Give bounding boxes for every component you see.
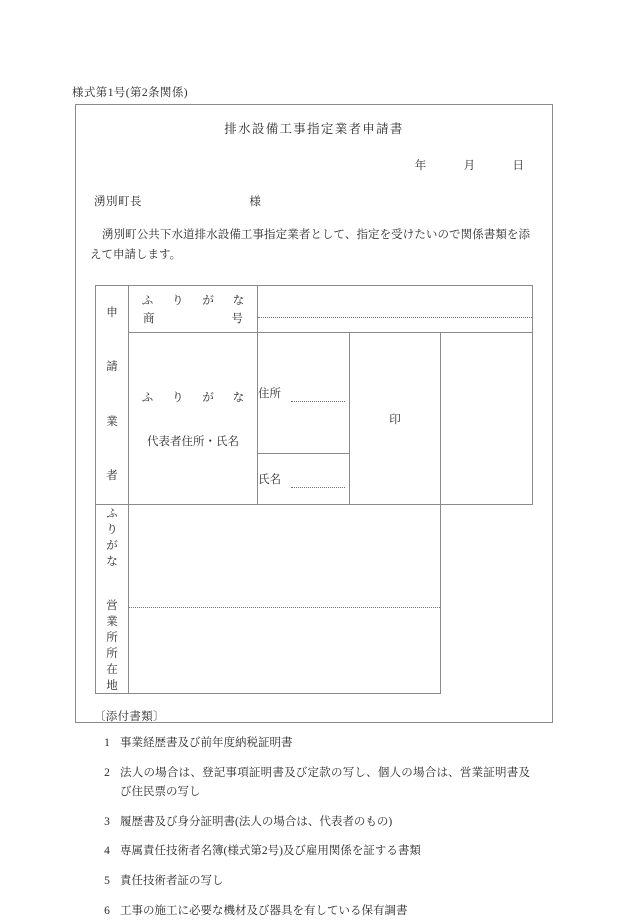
- applicant-information-table: [95, 285, 533, 694]
- attachments-heading: 〔添付書類〕: [94, 711, 165, 724]
- table-row-office-location: [96, 505, 533, 694]
- furigana-label-representative: ふ り が な: [141, 391, 253, 404]
- office-location-write-line: [129, 594, 440, 608]
- attachments-list: [94, 734, 530, 921]
- trade-name-label: [129, 310, 257, 326]
- table-row-representative-address: [96, 333, 533, 454]
- vertical-char-4: 者: [106, 470, 118, 483]
- label-spacer: [129, 405, 257, 431]
- addressee-honorific: 様: [249, 196, 262, 208]
- name-write-line: [291, 475, 345, 488]
- trade-name-label-part-2: 号: [231, 313, 243, 326]
- list-item: [94, 842, 530, 862]
- attachment-number: 5: [104, 874, 110, 887]
- attachment-text: 法人の場合は、登記事項証明書及び定款の写し、個人の場合は、営業証明書及び住民票の写し: [120, 766, 530, 799]
- vertical-char-3: 業: [106, 415, 118, 428]
- list-item: [94, 813, 530, 833]
- trade-name-write-line: [258, 304, 532, 318]
- furigana-label-trade-name: ふ り が な: [141, 295, 253, 308]
- form-number: 様式第1号(第2条関係): [72, 87, 188, 99]
- attachment-number: 2: [104, 766, 110, 779]
- seal-stamp-box[interactable]: [441, 333, 533, 505]
- label-spacer-2: [96, 569, 128, 595]
- attachment-text: 工事の施工に必要な機材及び器具を有している保有調書: [120, 904, 408, 917]
- attachment-number: 1: [104, 737, 110, 750]
- office-location-label-cell: [96, 505, 129, 694]
- date-year-label: 年: [414, 160, 427, 172]
- attachment-number: 6: [104, 904, 110, 917]
- attachments-section: [76, 708, 552, 921]
- list-item: [94, 902, 530, 921]
- attachment-text: 専属責任技術者名簿(様式第2号)及び雇用関係を証する書類: [120, 845, 421, 858]
- representative-label: 代表者住所・氏名: [147, 435, 239, 448]
- attachment-number: 3: [104, 815, 110, 828]
- attachment-text: 履歴書及び身分証明書(法人の場合は、代表者のもの): [120, 815, 393, 828]
- body-statement: 湧別町公共下水道排水設備工事指定業者として、指定を受けたいので関係書類を添えて申請します。: [90, 229, 530, 262]
- date-month-label: 月: [463, 160, 476, 172]
- attachment-number: 4: [104, 845, 110, 858]
- list-item: [94, 734, 530, 754]
- trade-name-label-cell: [129, 286, 258, 333]
- addressee-name: 湧別町長: [94, 196, 142, 208]
- trade-name-input-cell[interactable]: [258, 286, 533, 333]
- date-day-label: 日: [512, 160, 524, 172]
- office-location-label: 営 業 所 所 在 地: [106, 600, 121, 693]
- list-item: [94, 872, 530, 892]
- representative-address-cell[interactable]: [258, 333, 350, 454]
- trade-name-label-part-1: 商: [143, 313, 155, 326]
- table-row-trade-name: [96, 286, 533, 333]
- attachment-text: 責任技術者証の写し: [120, 874, 224, 887]
- address-label: 住所: [258, 387, 281, 400]
- address-write-line: [291, 389, 345, 402]
- vertical-char-2: 請: [106, 361, 118, 374]
- representative-name-cell[interactable]: [258, 454, 350, 505]
- applicant-vertical-label: [96, 286, 129, 505]
- office-location-input-cell[interactable]: [129, 505, 441, 694]
- seal-mark-cell: 印: [349, 333, 441, 505]
- page-title: 排水設備工事指定業者申請書: [224, 122, 404, 136]
- furigana-label-office-location: ふ り が な: [106, 508, 126, 569]
- representative-address-row: [258, 385, 349, 402]
- addressee: [76, 193, 552, 209]
- representative-label-cell: [129, 333, 258, 505]
- document-page-frame: [75, 104, 553, 917]
- name-label: 氏名: [258, 473, 281, 486]
- date-entry-line: [76, 157, 552, 173]
- list-item: [94, 764, 530, 803]
- vertical-char-1: 申: [106, 306, 118, 319]
- attachment-text: 事業経歴書及び前年度納税証明書: [120, 737, 293, 750]
- representative-name-row: [258, 471, 349, 488]
